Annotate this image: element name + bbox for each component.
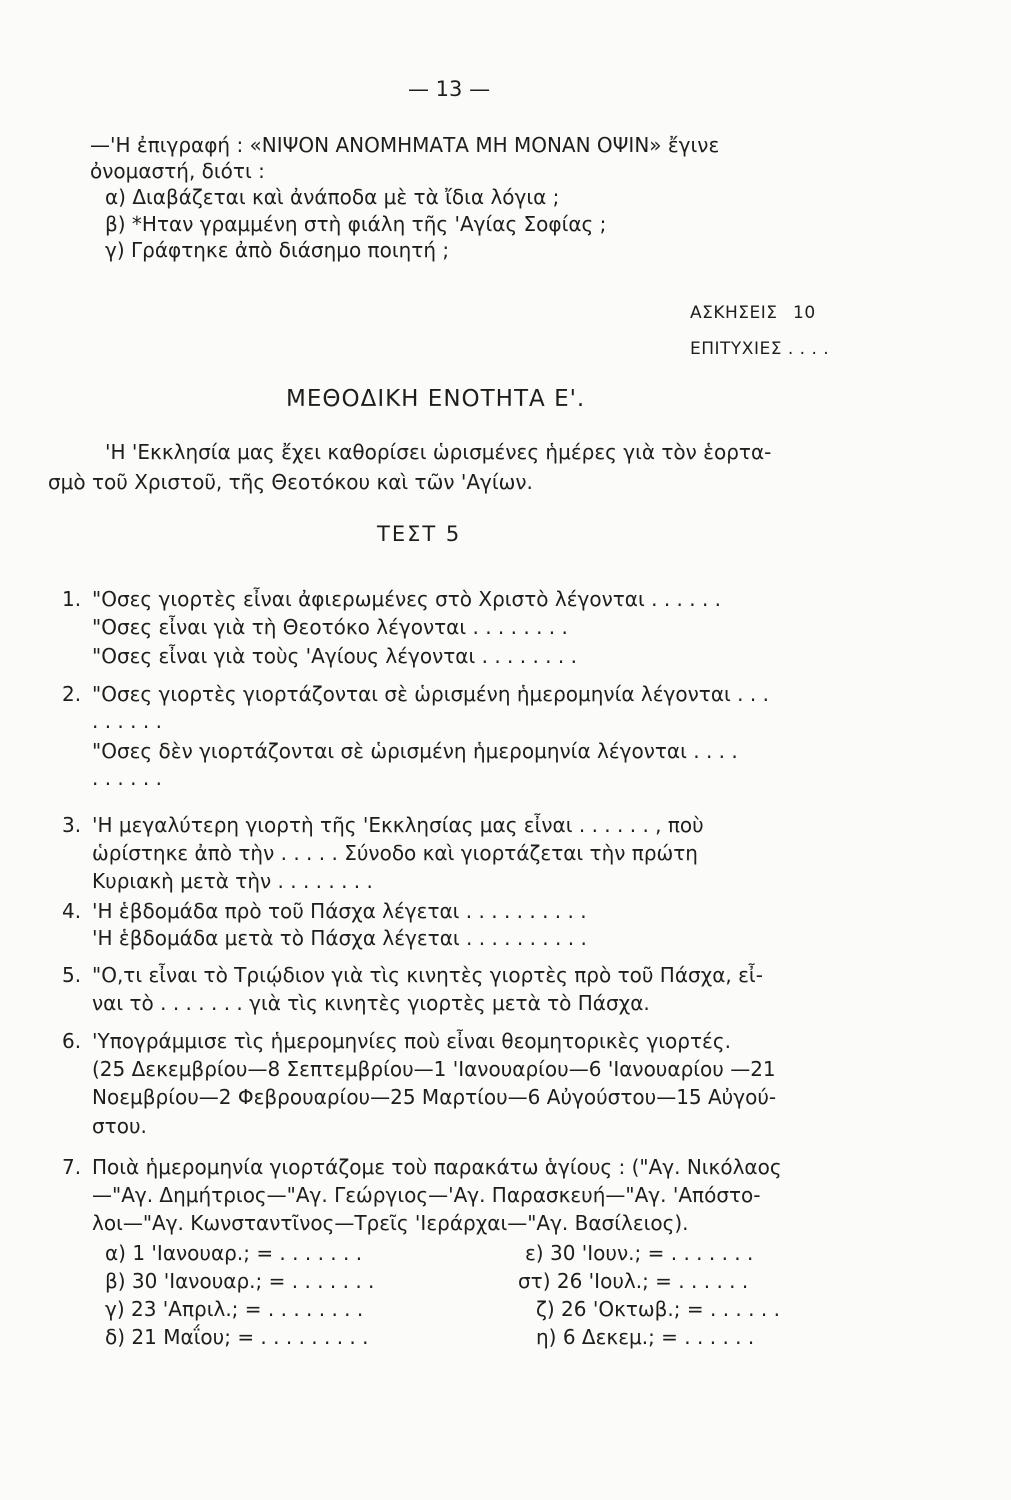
date-right-z: ζ) 26 'Οκτωβ.; = . . . . . . [536,1297,780,1321]
page-number: — 13 — [408,77,491,101]
item-2-line-1: "Οσες γιορτὲς γιορτάζονται σὲ ὡρισμένη ἡμερομηνία λέγονται . . . [92,682,769,706]
item-1-line-3: "Οσες εἶναι γιὰ τοὺς 'Αγίους λέγονται . . . . . . . . [92,644,577,668]
date-right-e: ε) 30 'Ιουν.; = . . . . . . . [525,1241,754,1265]
date-left-d: δ) 21 Μαΐου; = . . . . . . . . . [105,1325,369,1349]
unit-intro-line-2: σμὸ τοῦ Χριστοῦ, τῆς Θεοτόκου καὶ τῶν 'Αγίων. [48,470,533,494]
exercises-value: 10 [793,303,816,323]
item-number: 2. [62,682,82,706]
item-3-line-3: Κυριακὴ μετὰ τὴν . . . . . . . . [92,869,373,893]
item-number: 7. [62,1155,82,1179]
item-4-line-2: 'Η ἑβδομάδα μετὰ τὸ Πάσχα λέγεται . . . . . . . . . . [92,926,587,950]
item-6-line-3: Νοεμβρίου—2 Φεβρουαρίου—25 Μαρτίου—6 Αὐγούστου—15 Αὐγού- [92,1085,777,1109]
intro-question: —'Η ἐπιγραφή : «ΝΙΨΟΝ ΑΝΟΜΗΜΑΤΑ ΜΗ ΜΟΝΑΝ ΟΨΙΝ» ἔγινε [90,133,720,157]
successes-label: ΕΠΙΤΥΧΙΕΣ . . . . [690,339,830,359]
date-left-b: β) 30 'Ιανουαρ.; = . . . . . . . [105,1269,375,1293]
item-7-line-3: λοι—"Αγ. Κωνσταντῖνος—Τρεῖς 'Ιεράρχαι—"Αγ. Βασίλειος). [92,1211,689,1235]
item-7-line-2: —"Αγ. Δημήτριος—"Αγ. Γεώργιος—'Αγ. Παρασκευή—"Αγ. 'Απόστο- [92,1183,761,1207]
item-6-line-1: 'Υπογράμμισε τὶς ἡμερομηνίες ποὺ εἶναι θεομητορικὲς γιορτές. [92,1029,731,1053]
unit-intro-line-1: 'Η 'Εκκλησία μας ἔχει καθορίσει ὡρισμένες ἡμέρες γιὰ τὸν ἑορτα- [105,440,772,464]
unit-title: ΜΕΘΟΔΙΚΗ ΕΝΟΤΗΤΑ Ε'. [286,386,586,412]
test-title: ΤΕΣΤ 5 [377,522,462,546]
item-7-line-1: Ποιὰ ἡμερομηνία γιορτάζομε τοὺ παρακάτω ἁγίους : ("Αγ. Νικόλαος [92,1155,782,1179]
date-left-c: γ) 23 'Απριλ.; = . . . . . . . . [105,1297,364,1321]
date-right-st: στ) 26 'Ιουλ.; = . . . . . . [518,1269,749,1293]
item-5-line-2: ναι τὸ . . . . . . . γιὰ τὶς κινητὲς γιορτὲς μετὰ τὸ Πάσχα. [92,991,650,1015]
item-6-line-4: στου. [92,1114,147,1138]
date-left-a: α) 1 'Ιανουαρ.; = . . . . . . . [105,1241,363,1265]
intro-option-c: γ) Γράφτηκε ἀπὸ διάσημο ποιητή ; [105,238,450,262]
item-4-line-1: 'Η ἑβδομάδα πρὸ τοῦ Πάσχα λέγεται . . . . . . . . . . [92,899,587,923]
item-number: 3. [62,813,82,837]
item-2-line-3: "Οσες δὲν γιορτάζονται σὲ ὡρισμένη ἡμερομηνία λέγονται . . . . [92,739,738,763]
item-2-line-4: . . . . . . [92,766,162,790]
intro-question-continuation: ὀνομαστή, διότι : [90,159,265,183]
item-number: 4. [62,899,82,923]
item-2-line-2: . . . . . . [92,709,162,733]
item-5-line-1: "Ο,τι εἶναι τὸ Τριῴδιον γιὰ τὶς κινητὲς γιορτὲς πρὸ τοῦ Πάσχα, εἶ- [92,963,763,987]
item-1-line-2: "Οσες εἶναι γιὰ τὴ Θεοτόκο λέγονται . . . . . . . . [92,615,568,639]
intro-option-b: β) *Ηταν γραμμένη στὴ φιάλη τῆς 'Αγίας Σοφίας ; [105,212,607,236]
item-number: 6. [62,1029,82,1053]
item-number: 5. [62,963,82,987]
intro-option-a: α) Διαβάζεται καὶ ἀνάποδα μὲ τὰ ἴδια λόγια ; [105,185,560,209]
date-right-i: η) 6 Δεκεμ.; = . . . . . . [536,1325,755,1349]
item-3-line-1: 'Η μεγαλύτερη γιορτὴ τῆς 'Εκκλησίας μας εἶναι . . . . . . , ποὺ [92,813,704,837]
item-6-line-2: (25 Δεκεμβρίου—8 Σεπτεμβρίου—1 'Ιανουαρίου—6 'Ιανουαρίου —21 [92,1057,776,1081]
item-number: 1. [62,587,82,611]
exercises-label: ΑΣΚΗΣΕΙΣ [690,303,778,323]
item-1-line-1: "Οσες γιορτὲς εἶναι ἀφιερωμένες στὸ Χριστὸ λέγονται . . . . . . [92,587,722,611]
item-3-line-2: ὡρίστηκε ἀπὸ τὴν . . . . . Σύνοδο καὶ γιορτάζεται τὴν πρώτη [92,841,698,865]
